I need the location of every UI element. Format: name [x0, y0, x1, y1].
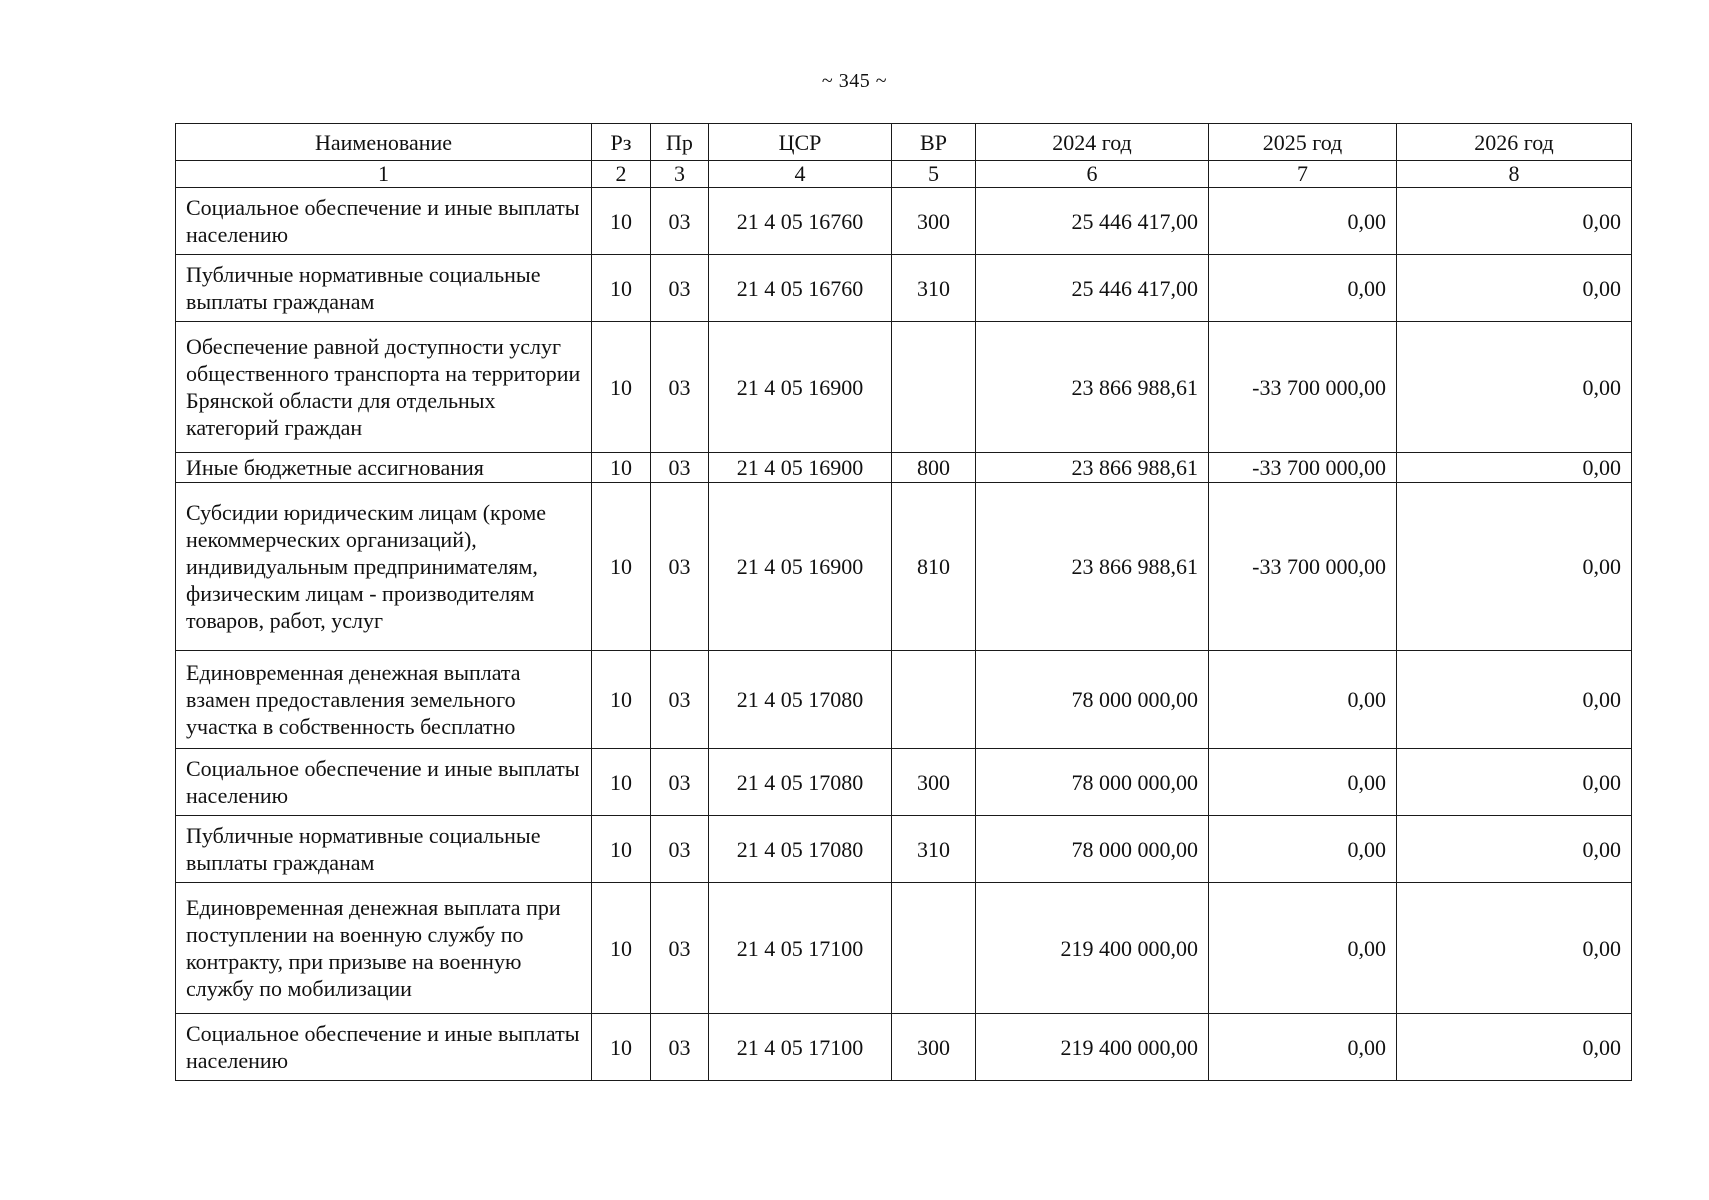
budget-table	[175, 123, 1632, 1081]
row-amount-2025: -33 700 000,00	[1209, 453, 1397, 483]
row-name: Публичные нормативные социальные выплаты гражданам	[176, 816, 592, 883]
row-csr: 21 4 05 16900	[709, 322, 892, 453]
row-pr: 03	[651, 322, 709, 453]
row-rz: 10	[592, 483, 651, 651]
row-amount-2026: 0,00	[1397, 322, 1632, 453]
row-amount-2026: 0,00	[1397, 816, 1632, 883]
table-row	[176, 816, 1632, 883]
row-pr: 03	[651, 651, 709, 749]
row-vr: 300	[892, 188, 976, 255]
row-vr: 810	[892, 483, 976, 651]
row-name: Обеспечение равной доступности услуг общественного транспорта на территории Брянской области для отдельных категорий граждан	[176, 322, 592, 453]
table-row	[176, 322, 1632, 453]
row-rz: 10	[592, 255, 651, 322]
row-csr: 21 4 05 17080	[709, 651, 892, 749]
row-vr: 310	[892, 816, 976, 883]
row-amount-2024: 23 866 988,61	[976, 483, 1209, 651]
row-name: Социальное обеспечение и иные выплаты населению	[176, 1014, 592, 1081]
row-amount-2024: 78 000 000,00	[976, 816, 1209, 883]
row-amount-2025: -33 700 000,00	[1209, 483, 1397, 651]
column-number-row	[176, 161, 1632, 188]
column-number: 6	[976, 161, 1209, 188]
page-number: ~ 345 ~	[821, 70, 888, 92]
row-csr: 21 4 05 17080	[709, 749, 892, 816]
row-vr: 310	[892, 255, 976, 322]
column-number: 7	[1209, 161, 1397, 188]
row-vr	[892, 322, 976, 453]
row-vr: 800	[892, 453, 976, 483]
header-2026: 2026 год	[1397, 124, 1632, 161]
row-csr: 21 4 05 17100	[709, 1014, 892, 1081]
row-vr	[892, 651, 976, 749]
row-name: Иные бюджетные ассигнования	[176, 453, 592, 483]
row-amount-2025: -33 700 000,00	[1209, 322, 1397, 453]
column-number: 5	[892, 161, 976, 188]
column-number: 8	[1397, 161, 1632, 188]
row-csr: 21 4 05 16760	[709, 188, 892, 255]
row-amount-2025: 0,00	[1209, 255, 1397, 322]
row-rz: 10	[592, 1014, 651, 1081]
row-csr: 21 4 05 16900	[709, 453, 892, 483]
row-amount-2025: 0,00	[1209, 816, 1397, 883]
row-rz: 10	[592, 883, 651, 1014]
row-amount-2026: 0,00	[1397, 188, 1632, 255]
row-amount-2026: 0,00	[1397, 1014, 1632, 1081]
row-amount-2026: 0,00	[1397, 883, 1632, 1014]
row-name: Субсидии юридическим лицам (кроме некоммерческих организаций), индивидуальным предпринимателям, физическим лицам - производителям товаров, работ, услуг	[176, 483, 592, 651]
column-number: 3	[651, 161, 709, 188]
row-pr: 03	[651, 188, 709, 255]
row-amount-2025: 0,00	[1209, 1014, 1397, 1081]
header-csr: ЦСР	[709, 124, 892, 161]
row-rz: 10	[592, 453, 651, 483]
row-amount-2024: 25 446 417,00	[976, 188, 1209, 255]
header-pr: Пр	[651, 124, 709, 161]
row-name: Публичные нормативные социальные выплаты гражданам	[176, 255, 592, 322]
row-amount-2024: 78 000 000,00	[976, 651, 1209, 749]
row-name: Социальное обеспечение и иные выплаты населению	[176, 188, 592, 255]
row-vr: 300	[892, 1014, 976, 1081]
row-name: Единовременная денежная выплата взамен предоставления земельного участка в собственность бесплатно	[176, 651, 592, 749]
row-rz: 10	[592, 322, 651, 453]
column-number: 1	[176, 161, 592, 188]
row-rz: 10	[592, 651, 651, 749]
table-row	[176, 651, 1632, 749]
table-row	[176, 1014, 1632, 1081]
header-rz: Рз	[592, 124, 651, 161]
row-amount-2025: 0,00	[1209, 883, 1397, 1014]
row-amount-2026: 0,00	[1397, 651, 1632, 749]
row-pr: 03	[651, 749, 709, 816]
column-number: 2	[592, 161, 651, 188]
header-2024: 2024 год	[976, 124, 1209, 161]
row-amount-2026: 0,00	[1397, 483, 1632, 651]
row-name: Единовременная денежная выплата при поступлении на военную службу по контракту, при призыве на военную службу по мобилизации	[176, 883, 592, 1014]
row-amount-2025: 0,00	[1209, 188, 1397, 255]
header-name: Наименование	[176, 124, 592, 161]
header-2025: 2025 год	[1209, 124, 1397, 161]
row-pr: 03	[651, 255, 709, 322]
table-row	[176, 483, 1632, 651]
row-rz: 10	[592, 749, 651, 816]
row-amount-2026: 0,00	[1397, 255, 1632, 322]
row-csr: 21 4 05 16760	[709, 255, 892, 322]
column-number: 4	[709, 161, 892, 188]
row-amount-2024: 23 866 988,61	[976, 453, 1209, 483]
table-row	[176, 883, 1632, 1014]
row-amount-2024: 25 446 417,00	[976, 255, 1209, 322]
row-vr: 300	[892, 749, 976, 816]
table-row	[176, 453, 1632, 483]
row-csr: 21 4 05 17100	[709, 883, 892, 1014]
row-amount-2026: 0,00	[1397, 749, 1632, 816]
row-amount-2024: 219 400 000,00	[976, 883, 1209, 1014]
row-pr: 03	[651, 883, 709, 1014]
row-name: Социальное обеспечение и иные выплаты населению	[176, 749, 592, 816]
row-amount-2024: 219 400 000,00	[976, 1014, 1209, 1081]
row-amount-2025: 0,00	[1209, 749, 1397, 816]
row-pr: 03	[651, 483, 709, 651]
row-vr	[892, 883, 976, 1014]
row-amount-2024: 78 000 000,00	[976, 749, 1209, 816]
header-row	[176, 124, 1632, 161]
row-rz: 10	[592, 188, 651, 255]
row-amount-2025: 0,00	[1209, 651, 1397, 749]
row-pr: 03	[651, 816, 709, 883]
row-csr: 21 4 05 16900	[709, 483, 892, 651]
table-row	[176, 749, 1632, 816]
header-vr: ВР	[892, 124, 976, 161]
row-amount-2026: 0,00	[1397, 453, 1632, 483]
table-row	[176, 255, 1632, 322]
row-csr: 21 4 05 17080	[709, 816, 892, 883]
row-pr: 03	[651, 1014, 709, 1081]
row-rz: 10	[592, 816, 651, 883]
table-row	[176, 188, 1632, 255]
row-amount-2024: 23 866 988,61	[976, 322, 1209, 453]
row-pr: 03	[651, 453, 709, 483]
